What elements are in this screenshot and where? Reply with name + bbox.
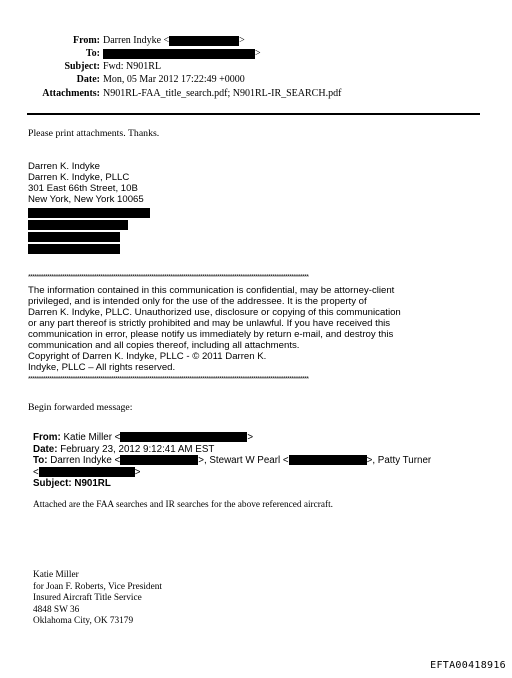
bates-number: EFTA00418916 bbox=[430, 660, 506, 671]
separator-stars-top: ************************************************************************************************************************************ bbox=[28, 274, 309, 281]
from-value: Darren Indyke < > bbox=[103, 35, 245, 46]
sender-line: Insured Aircraft Title Service bbox=[33, 593, 142, 604]
attachments-value[interactable]: N901RL-FAA_title_search.pdf; N901RL-IR_SEARCH.pdf bbox=[103, 88, 342, 99]
redaction-box bbox=[28, 244, 120, 254]
from-label: From: bbox=[72, 35, 100, 46]
print-request: Please print attachments. Thanks. bbox=[28, 128, 160, 139]
notice-line: communication and all copies thereof, including all attachments. bbox=[28, 340, 300, 351]
redaction-box bbox=[289, 455, 367, 465]
redaction-box bbox=[39, 467, 135, 477]
redaction-box bbox=[120, 432, 247, 442]
sender-line: Oklahoma City, OK 73179 bbox=[33, 616, 134, 627]
notice-line: communication in error, please notify us immediately by return e-mail, and destroy this bbox=[28, 329, 394, 340]
date-value: Mon, 05 Mar 2012 17:22:49 +0000 bbox=[103, 74, 245, 85]
forwarded-header bbox=[33, 432, 431, 490]
fwd-from-row: From: Katie Miller < > bbox=[33, 432, 254, 443]
sender-line: 4848 SW 36 bbox=[33, 604, 80, 615]
notice-line: Darren K. Indyke, PLLC. Unauthorized use, disclosure or copying of this communication bbox=[28, 307, 401, 318]
date-label: Date: bbox=[76, 74, 100, 85]
fwd-to-label: To: bbox=[33, 455, 48, 466]
forwarded-message-body: Attached are the FAA searches and IR searches for the above referenced aircraft. bbox=[33, 500, 334, 510]
redaction-box bbox=[28, 232, 120, 242]
notice-line: Copyright of Darren K. Indyke, PLLC - © 2011 Darren K. bbox=[28, 351, 267, 362]
to-value: > bbox=[103, 48, 261, 60]
notice-line: Indyke, PLLC – All rights reserved. bbox=[28, 362, 176, 373]
fwd-to-row-cont: < > bbox=[33, 466, 141, 478]
signature-block bbox=[28, 161, 144, 205]
fwd-subject-row bbox=[33, 478, 431, 490]
signature-line: New York, New York 10065 bbox=[28, 194, 144, 205]
signature-line: Darren K. Indyke bbox=[28, 161, 100, 172]
redaction-box bbox=[28, 220, 128, 230]
fwd-subject-value: N901RL bbox=[74, 478, 111, 489]
redacted-contact-block bbox=[28, 208, 150, 254]
attachments-label: Attachments: bbox=[42, 88, 100, 99]
forward-intro: Begin forwarded message: bbox=[28, 402, 133, 413]
sender-signature bbox=[33, 570, 162, 628]
notice-line: or any part thereof is strictly prohibited and may be unlawful. If you have received this bbox=[28, 318, 391, 329]
fwd-to-row: To: Darren Indyke < >, Stewart W Pearl < >, Patty Turner bbox=[33, 455, 432, 466]
fwd-from-label: From: bbox=[33, 432, 61, 443]
fwd-date-row: Date: February 23, 2012 9:12:41 AM EST bbox=[33, 443, 215, 455]
redaction-box bbox=[103, 49, 255, 59]
header-divider bbox=[27, 113, 480, 115]
signature-line: Darren K. Indyke, PLLC bbox=[28, 172, 130, 183]
confidentiality-notice bbox=[28, 285, 401, 373]
separator-stars-bottom: ************************************************************************************************************************************ bbox=[28, 376, 309, 383]
redaction-box bbox=[28, 208, 150, 218]
fwd-subject-label: Subject: bbox=[33, 478, 72, 489]
subject-label: Subject: bbox=[64, 61, 100, 72]
subject-value: Fwd: N901RL bbox=[103, 61, 162, 72]
fwd-date-label: Date: bbox=[33, 443, 58, 455]
notice-line: privileged, and is intended only for the use of the addressee. It is the property of bbox=[28, 296, 367, 307]
redaction-box bbox=[169, 36, 239, 46]
notice-line: The information contained in this communication is confidential, may be attorney-client bbox=[28, 285, 395, 296]
signature-line: 301 East 66th Street, 10B bbox=[28, 183, 138, 194]
sender-line: for Joan F. Roberts, Vice President bbox=[33, 581, 162, 592]
to-label: To: bbox=[85, 48, 100, 59]
redaction-box bbox=[120, 455, 198, 465]
sender-line: Katie Miller bbox=[33, 570, 79, 580]
